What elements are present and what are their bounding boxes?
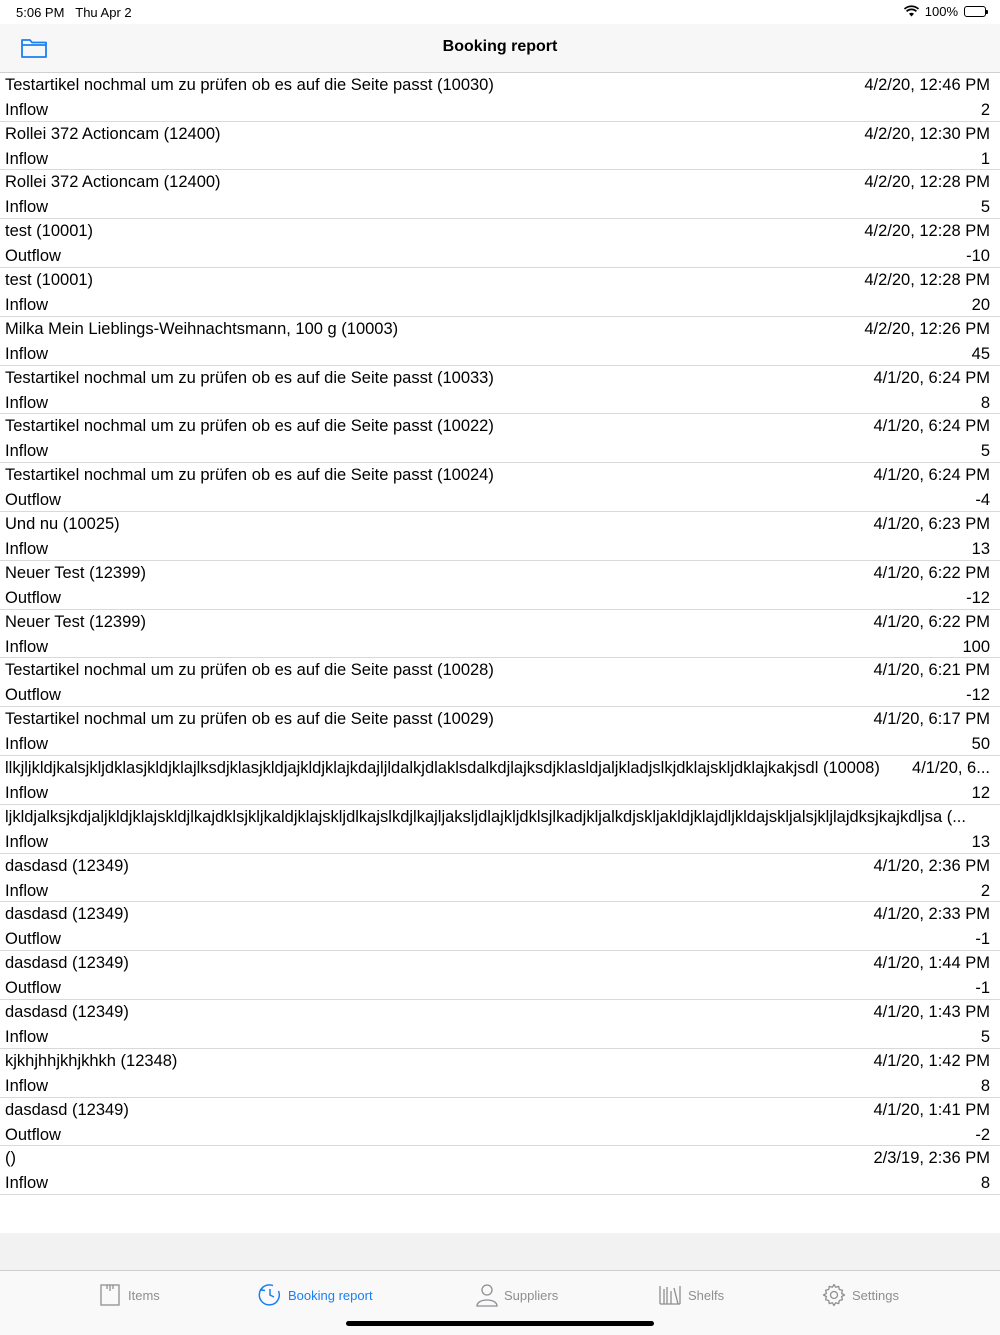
booking-quantity: 13 [971,832,990,851]
booking-date: 4/1/20, 2:33 PM [873,905,990,924]
booking-type: Inflow [5,783,49,802]
booking-type: Inflow [5,832,49,851]
booking-row[interactable] [0,219,1000,268]
item-name: test (10001) [5,222,94,241]
item-name: Neuer Test (12399) [5,612,146,631]
tab-items[interactable] [98,1283,160,1307]
booking-quantity: 2 [980,881,990,900]
booking-date: 2/3/19, 2:36 PM [873,1149,990,1168]
booking-type: Inflow [5,637,49,656]
booking-quantity: 12 [971,783,990,802]
tab-label: Settings [852,1287,899,1303]
item-name: Neuer Test (12399) [5,563,146,582]
item-name: Testartikel nochmal um zu prüfen ob es auf die Seite passt (10029) [5,710,494,729]
booking-quantity: 8 [980,1076,990,1095]
item-name: () [5,1149,16,1168]
booking-quantity: -4 [975,491,990,510]
item-name: llkjljkldjkalsjkljdklasjkldjklajlksdjklasjkldjajkldjklajkdajljldalkjdlaklsdalkdjlajksdjklasldjaljkladjslkjdklajskljdklajkakjsdl (10008) [5,758,880,777]
booking-date: 4/2/20, 12:46 PM [864,75,990,94]
item-name: dasdasd (12349) [5,1002,129,1021]
booking-date: 4/1/20, 1:41 PM [873,1100,990,1119]
tab-shelfs[interactable] [658,1283,724,1307]
booking-row[interactable] [0,1146,1000,1195]
person-icon [476,1283,498,1307]
booking-quantity: 2 [980,100,990,119]
clock-icon [258,1283,282,1307]
item-name: dasdasd (12349) [5,954,129,973]
booking-date: 4/1/20, 1:42 PM [873,1051,990,1070]
booking-quantity: -1 [975,930,990,949]
booking-type: Inflow [5,295,49,314]
booking-row[interactable] [0,366,1000,415]
booking-date: 4/2/20, 12:28 PM [864,270,990,289]
booking-date: 4/1/20, 6:24 PM [873,417,990,436]
booking-row[interactable] [0,854,1000,903]
booking-quantity: -12 [966,686,990,705]
item-name: dasdasd (12349) [5,905,129,924]
tab-suppliers[interactable] [476,1283,558,1307]
booking-type: Inflow [5,344,49,363]
booking-quantity: 5 [980,198,990,217]
booking-type: Inflow [5,198,49,217]
booking-type: Outflow [5,491,61,510]
booking-quantity: 20 [971,295,990,314]
booking-row[interactable] [0,73,1000,122]
item-name: dasdasd (12349) [5,856,129,875]
booking-quantity: 5 [980,442,990,461]
page-title: Booking report [442,38,558,55]
item-name: kjkhjhhjkhjkhkh (12348) [5,1051,178,1070]
booking-type: Outflow [5,686,61,705]
booking-row[interactable] [0,951,1000,1000]
list-footer [0,1233,1000,1270]
booking-date: 4/2/20, 12:26 PM [864,319,990,338]
item-name: dasdasd (12349) [5,1100,129,1119]
booking-row[interactable] [0,1000,1000,1049]
items-icon [98,1283,122,1307]
booking-type: Inflow [5,1027,49,1046]
battery-percent: 100% [924,4,958,19]
item-name: Testartikel nochmal um zu prüfen ob es auf die Seite passt (10028) [5,661,494,680]
item-name: Rollei 372 Actioncam (12400) [5,124,221,143]
booking-quantity: -2 [975,1125,990,1144]
item-name: Und nu (10025) [5,514,120,533]
booking-row[interactable] [0,707,1000,756]
tab-label: Suppliers [504,1287,559,1303]
battery-icon [964,6,986,17]
booking-date: 4/1/20, 6:24 PM [873,466,990,485]
booking-type: Inflow [5,149,49,168]
status-bar [0,0,1000,24]
item-name: Testartikel nochmal um zu prüfen ob es auf die Seite passt (10024) [5,466,494,485]
item-name: Milka Mein Lieblings-Weihnachtsmann, 100 g (10003) [5,319,399,338]
booking-type: Inflow [5,1076,49,1095]
booking-date: 4/2/20, 12:28 PM [864,222,990,241]
booking-quantity: 8 [980,393,990,412]
booking-row[interactable] [0,658,1000,707]
booking-type: Inflow [5,393,49,412]
booking-type: Inflow [5,539,49,558]
booking-type: Inflow [5,881,49,900]
booking-date: 4/2/20, 12:30 PM [864,124,990,143]
booking-row[interactable] [0,902,1000,951]
booking-row[interactable] [0,463,1000,512]
booking-date: 4/1/20, 6:22 PM [873,563,990,582]
tab-settings[interactable] [822,1283,899,1307]
item-name: Testartikel nochmal um zu prüfen ob es auf die Seite passt (10022) [5,417,494,436]
booking-row[interactable] [0,805,1000,854]
booking-row[interactable] [0,610,1000,659]
navigation-bar [0,24,1000,73]
booking-quantity: 5 [980,1027,990,1046]
booking-type: Outflow [5,1125,61,1144]
booking-date: 4/1/20, 6:22 PM [873,612,990,631]
item-name: ljkldjalksjkdjaljkldjklajskldjlkajdklsjkljkaldjklajskljdlkajslkdjlkajljaksljdlajkljdklsjlkadjkljalkdjskljakldjklajdljkldajskljalsjkljlajdksjkajkdljsa (... [5,807,966,826]
booking-date: 4/1/20, 6:21 PM [873,661,990,680]
booking-date: 4/1/20, 6... [912,758,990,777]
booking-row[interactable] [0,561,1000,610]
item-name: Testartikel nochmal um zu prüfen ob es auf die Seite passt (10030) [5,75,494,94]
booking-type: Inflow [5,442,49,461]
booking-type: Outflow [5,930,61,949]
booking-row[interactable] [0,122,1000,171]
booking-row[interactable] [0,1098,1000,1147]
booking-row[interactable] [0,756,1000,805]
shelf-icon [658,1283,682,1307]
booking-quantity: 1 [980,149,990,168]
status-right [904,4,986,19]
booking-list[interactable] [0,44,1000,1233]
booking-quantity: 50 [971,735,990,754]
booking-row[interactable] [0,1049,1000,1098]
booking-type: Outflow [5,979,61,998]
booking-quantity: -1 [975,979,990,998]
booking-row[interactable] [0,512,1000,561]
booking-quantity: -12 [966,588,990,607]
booking-row[interactable] [0,170,1000,219]
tab-label: Booking report [288,1287,373,1303]
booking-type: Inflow [5,735,49,754]
wifi-icon [904,6,919,17]
booking-type: Inflow [5,1174,49,1193]
item-name: Testartikel nochmal um zu prüfen ob es auf die Seite passt (10033) [5,368,494,387]
booking-row[interactable] [0,268,1000,317]
tab-booking-report[interactable] [258,1283,373,1307]
booking-date: 4/1/20, 1:44 PM [873,954,990,973]
booking-row[interactable] [0,414,1000,463]
booking-date: 4/2/20, 12:28 PM [864,173,990,192]
tab-label: Items [128,1287,160,1303]
item-name: Rollei 372 Actioncam (12400) [5,173,221,192]
status-time: 5:06 PM Thu Apr 2 [16,5,132,20]
booking-row[interactable] [0,317,1000,366]
booking-quantity: 45 [971,344,990,363]
booking-quantity: 8 [980,1174,990,1193]
gear-icon [822,1283,846,1307]
booking-type: Inflow [5,100,49,119]
booking-date: 4/1/20, 6:24 PM [873,368,990,387]
booking-quantity: 100 [962,637,990,656]
booking-type: Outflow [5,247,61,266]
booking-date: 4/1/20, 6:23 PM [873,514,990,533]
home-indicator [346,1321,654,1326]
booking-date: 4/1/20, 6:17 PM [873,710,990,729]
booking-quantity: -10 [966,247,990,266]
booking-quantity: 13 [971,539,990,558]
tab-label: Shelfs [688,1287,725,1303]
booking-date: 4/1/20, 2:36 PM [873,856,990,875]
item-name: test (10001) [5,270,94,289]
booking-date: 4/1/20, 1:43 PM [873,1002,990,1021]
booking-type: Outflow [5,588,61,607]
